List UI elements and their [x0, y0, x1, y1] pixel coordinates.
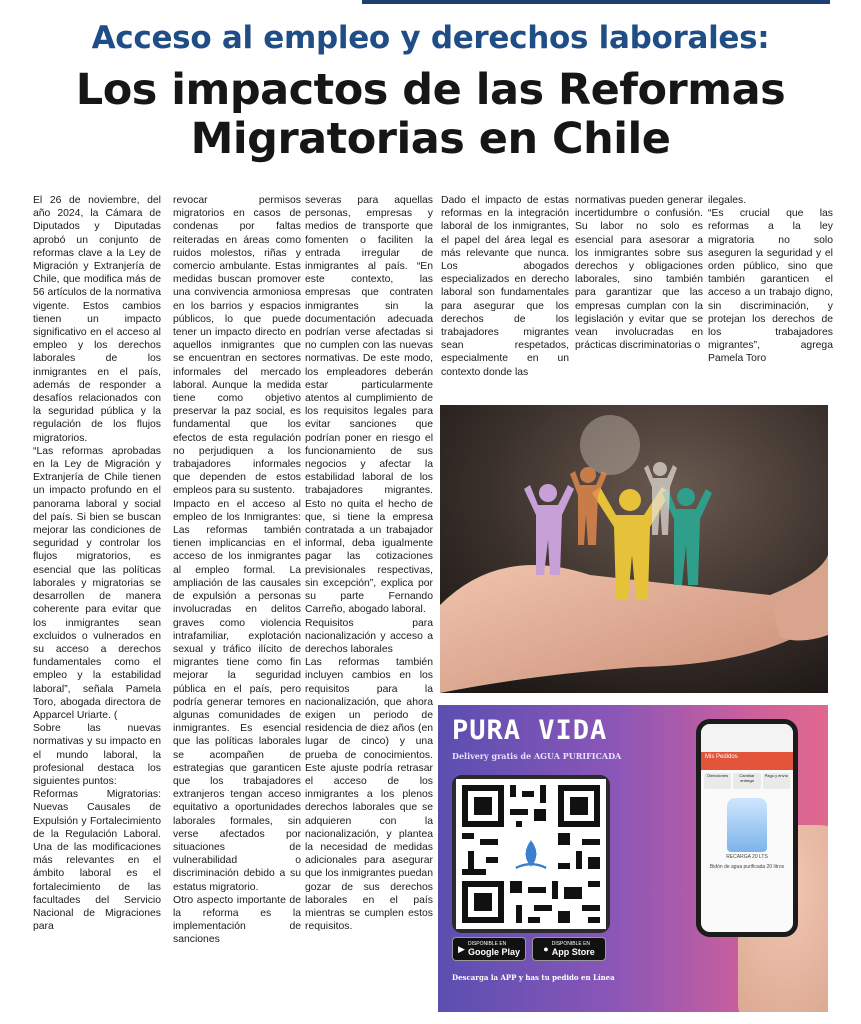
article-title-line2: Migratorias en Chile: [190, 114, 671, 164]
article-column-5: [575, 194, 703, 394]
article-column-1: [33, 194, 161, 1019]
paragraph: Sobre las nuevas normativas y su impacto en el mundo laboral, la profesional destaca los siguientes puntos:: [33, 723, 161, 787]
phone-tile: Pago y envío: [763, 773, 790, 789]
phone-product-name: RECARGA 20 LTS: [726, 854, 768, 860]
apple-icon: ●: [543, 944, 549, 954]
paragraph: El 26 de noviembre, del año 2024, la Cámara de Diputados y Diputadas aprobó un conjunto de reformas clave a la Ley de Migración y Extranjería de Chile, que modifica más de 56 artículos de la normativa vigente. Estos cambios tienen un impacto significativo en el acceso al empleo y los derechos laborales de los inmigrantes en el país, además de responder a desafíos relacionados con la seguridad pública y la regulación de los flujos migratorios.: [33, 195, 161, 444]
water-jug-icon: [727, 798, 767, 852]
article-photo: [440, 405, 828, 693]
top-accent-bar: [362, 0, 830, 4]
paragraph: Reformas Migratorias: Nuevas Causales de Expulsión y Fortalecimiento de la Regulación Laboral. Una de las modificaciones más relevantes en el ámbito laboral es el fortalecimiento de las facultades del Servicio Nacional de Migraciones para: [33, 789, 161, 933]
paragraph: Las reformas también incluyen cambios en los requisitos para la nacionalización, que ahora exigen un periodo de residencia de diez años (en lugar de cinco) y una prueba de conocimientos. Este ajuste podría retrasar el acceso de los inmigrantes a los plenos derechos laborales que se adquieren con la nacionalización, y plantea la necesidad de medidas adicionales para asegurar que los inmigrantes puedan gozar de sus derechos laborales en el país mientras se cumplen estos requisitos.: [305, 657, 433, 933]
paragraph: severas para aquellas personas, empresas y medios de transporte que fomenten o faciliten la entrada irregular de inmigrantes al país. “En este contexto, las empresas que contraten inmigrantes sin la documentación adecuada podrían verse afectadas si no cumplen con las nuevas normativas. De este modo, los empleadores deberán estar particularmente atentos al cumplimiento de los requisitos legales para evitar sanciones que podrían poner en riesgo el funcionamiento de sus negocios y afectar la estabilidad laboral de los trabajadores migrantes. Esto no quita el hecho de que, si tiene la empresa contratada a un trabajador informal, deba igualmente pagar las cotizaciones previsionales respectivas, sin excepción”, explica por su parte Fernando Carreño, abogado laboral.: [305, 195, 433, 616]
paragraph: Dado el impacto de estas reformas en la integración laboral de los inmigrantes, el papel del área legal es más relevante que nunca. Los abogados especializados en derecho laboral son fundamentales para asegurar que los derechos de los trabajadores migrantes sean respetados, especialmente en un contexto donde las: [441, 195, 569, 378]
google-play-icon: ▶: [458, 943, 465, 954]
article-kicker: Acceso al empleo y derechos laborales:: [91, 20, 770, 56]
qr-code-icon[interactable]: [452, 775, 610, 933]
phone-tiles: [701, 770, 793, 792]
phone-mockup: [696, 719, 798, 937]
paragraph: Impacto en el acceso al empleo de los Inmigrantes: Las reformas también tienen implicancias en el acceso de los inmigrantes al empleo formal. La ampliación de las causales de expulsión a personas involucradas en delitos graves como violencia intrafamiliar, explotación sexual y tráfico ilícito de migrantes tiene como fin mejorar la seguridad pública en el país, pero podría generar temores en algunas comunidades de inmigrantes. Es esencial que las políticas laborales se acompañen de estrategias que garanticen que los trabajadores extranjeros tengan acceso equitativo a oportunidades laborales formales, sin verse afectados por situaciones de vulnerabilidad o discriminación debido a su estatus migratorio.: [173, 498, 301, 893]
google-play-button[interactable]: ▶ DISPONIBLE EN Google Play: [452, 937, 526, 961]
hand-paper-people-illustration: [440, 405, 828, 693]
advertisement[interactable]: [438, 705, 828, 1012]
paragraph: ilegales.: [708, 195, 747, 206]
article-column-6: [708, 194, 833, 394]
phone-status-area: [701, 724, 793, 752]
phone-header-bar: Mis Pedidos: [701, 752, 793, 770]
paragraph: Otro aspecto importante de la reforma es la implementación de sanciones: [173, 894, 301, 946]
article-column-4: [441, 194, 569, 394]
app-store-button[interactable]: ● DISPONIBLE EN App Store: [532, 937, 606, 961]
phone-tile: Cambiar entrega: [733, 773, 760, 789]
phone-tile: Direcciones: [704, 773, 731, 789]
paragraph: revocar permisos migratorios en casos de condenas por faltas reiteradas en áreas como ruidos molestos, riñas y comercio ambulante. Estas medidas buscan promover una convivencia armoniosa en los barrios y espacios públicos, lo que puede tener un impacto directo en aquellos inmigrantes que se encuentran en sectores informales del mercado laboral. Aunque la medida tiene como objetivo preservar la paz social, es fundamental que los efectos de esta regulación no perjudiquen a los trabajadores informales que dependen de estos empleos para su sustento.: [173, 195, 301, 497]
article-column-2: [173, 194, 301, 1019]
ad-brand-title: PURA VIDA: [452, 715, 608, 746]
subheading: Requisitos para nacionalización y acceso a derechos laborales: [305, 617, 433, 655]
paragraph: “Las reformas aprobadas en la Ley de Migración y Extranjería de Chile tienen un impacto profundo en el panorama laboral y social del país. Si bien se buscan mejorar las condiciones de seguridad y controlar los flujos migratorios, es esencial que las políticas laborales y migratorias se desarrollen de manera coherente para evitar que los inmigrantes sean excluidos o vulnerados en su acceso a derechos fundamentales como el empleo y la estabilidad laboral”, señala Pamela Toro, abogada directora de Apparcel Uriarte. (: [33, 445, 161, 721]
article-title: [0, 66, 861, 164]
ad-footer-text: Descarga la APP y has tu pedido en Línea: [452, 973, 615, 982]
article-title-line1: Los impactos de las Reformas: [75, 65, 786, 115]
article-column-3: [305, 194, 433, 1019]
ad-subtitle: Delivery gratis de AGUA PURIFICADA: [452, 751, 622, 761]
paragraph: “Es crucial que las reformas a la ley migratoria no solo aseguren la seguridad y el orden público, sino que también garanticen el acceso a un trabajo digno, sin discriminación, y protejan los derechos de los trabajadores migrantes”, agrega Pamela Toro: [708, 208, 833, 365]
phone-product-desc: Bidón de agua purificada 20 litros: [709, 864, 785, 870]
paragraph: normativas pueden generar incertidumbre o confusión. Su labor no solo es esencial para asesorar a los inmigrantes sobre sus derechos y obligaciones laborales, sino también para garantizar que las empresas cumplan con la legislación y evitar que se vean involucradas en prácticas discriminatorias o: [575, 195, 703, 352]
